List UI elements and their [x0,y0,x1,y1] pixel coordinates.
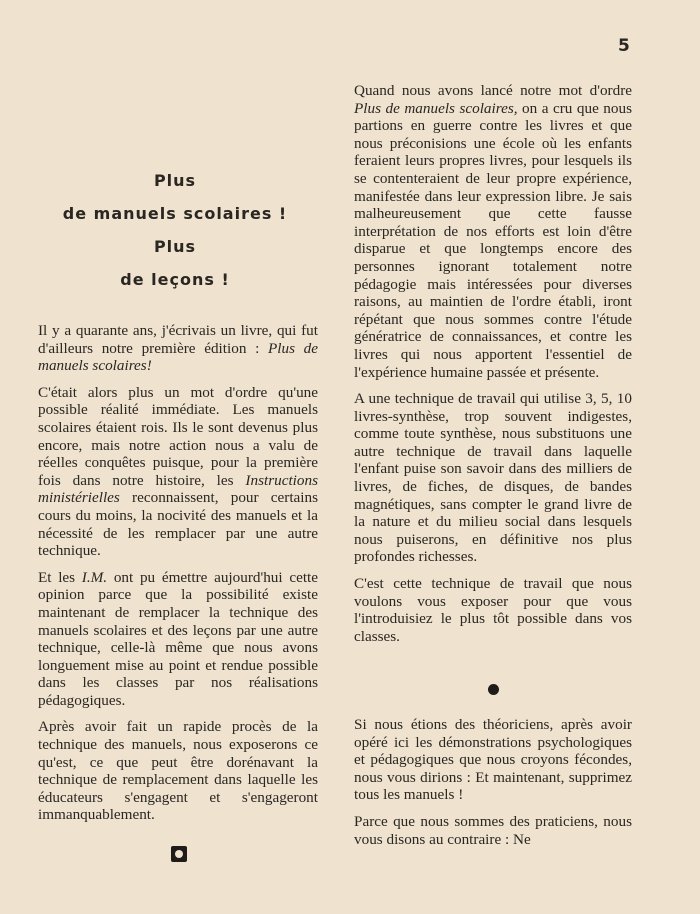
title-line-3: Plus [153,237,197,256]
section-end-square-icon [171,846,187,862]
paragraph: Si nous étions des théoriciens, après avoir opéré ici les démonstrations psychologiques et pédagogiques que nous croyons fécondes, nous vous dirions : Et maintenant, supprimez tous les manuels ! [354,716,632,804]
title-line-2: de manuels scolaires ! [62,204,288,223]
right-column-top [354,82,632,654]
paragraph: Après avoir fait un rapide procès de la technique des manuels, nous exposerons ce qu'est, ce que peut être dorénavant la technique de remplacement dans laquelle les éducateurs s'engagent et s'engageront immanquablement. [38,718,318,824]
section-separator-dot-icon [488,684,499,695]
right-column-bottom [354,716,632,857]
title-line-4: de leçons ! [120,270,230,289]
paragraph: Quand nous avons lancé notre mot d'ordre Plus de manuels scolaires, on a cru que nous partions en guerre contre les livres et que nous préconisions une école où les enfants feraient leurs propres livres, pour lesquels ils se contenteraient de leur propre expérience, manifestée dans leur expression libre. Je sais malheureusement que cette fausse interprétation de nos efforts est loin d'être disparue et que longtemps encore des personnes ignorant totalement notre pédagogie mais intéressées pour diverses raisons, au maintien de l'ordre établi, iront répétant que nous sommes contre l'étude génératrice de connaissances, et contre les livres qui nous apportent l'essentiel de l'expérience humaine passée et présente. [354,82,632,381]
paragraph: Il y a quarante ans, j'écrivais un livre, qui fut d'ailleurs notre première édition : Plus de manuels scolaires! [38,322,318,375]
page-number: 5 [618,36,630,56]
paragraph: C'était alors plus un mot d'ordre qu'une possible réalité immédiate. Les manuels scolaires étaient rois. Ils le sont devenus plus encore, mais notre action nous a valu de réelles conquêtes puisque, pour la première fois dans notre histoire, les Instructions ministérielles reconnaissent, pour certains cours du moins, la nocivité des manuels et la nécessité de les remplacer par une autre technique. [38,383,318,560]
title-line-1: Plus [153,171,197,190]
paragraph: Parce que nous sommes des praticiens, nous vous disons au contraire : Ne [354,812,632,848]
article-title [0,164,350,296]
paragraph: Et les I.M. ont pu émettre aujourd'hui cette opinion parce que la possibilité existe maintenant de remplacer la technique des manuels scolaires et des leçons par une autre technique, celle-là même que nous avons longuement mise au point et rendue possible dans les classes par nos réalisations pédagogiques. [38,568,318,709]
paragraph: C'est cette technique de travail que nous voulons vous exposer pour que vous l'introduisiez le plus tôt possible dans vos classes. [354,575,632,645]
left-column [38,322,318,833]
paragraph: A une technique de travail qui utilise 3, 5, 10 livres-synthèse, trop souvent indigestes, comme toute synthèse, nous substituons une autre technique de travail dans laquelle l'enfant puise son savoir dans des milliers de livres, de fiches, de disques, de bandes magnétiques, sans compter le grand livre de la nature et du milieu social dans lesquels nous puiserons, en définitive nos plus profondes richesses. [354,390,632,566]
